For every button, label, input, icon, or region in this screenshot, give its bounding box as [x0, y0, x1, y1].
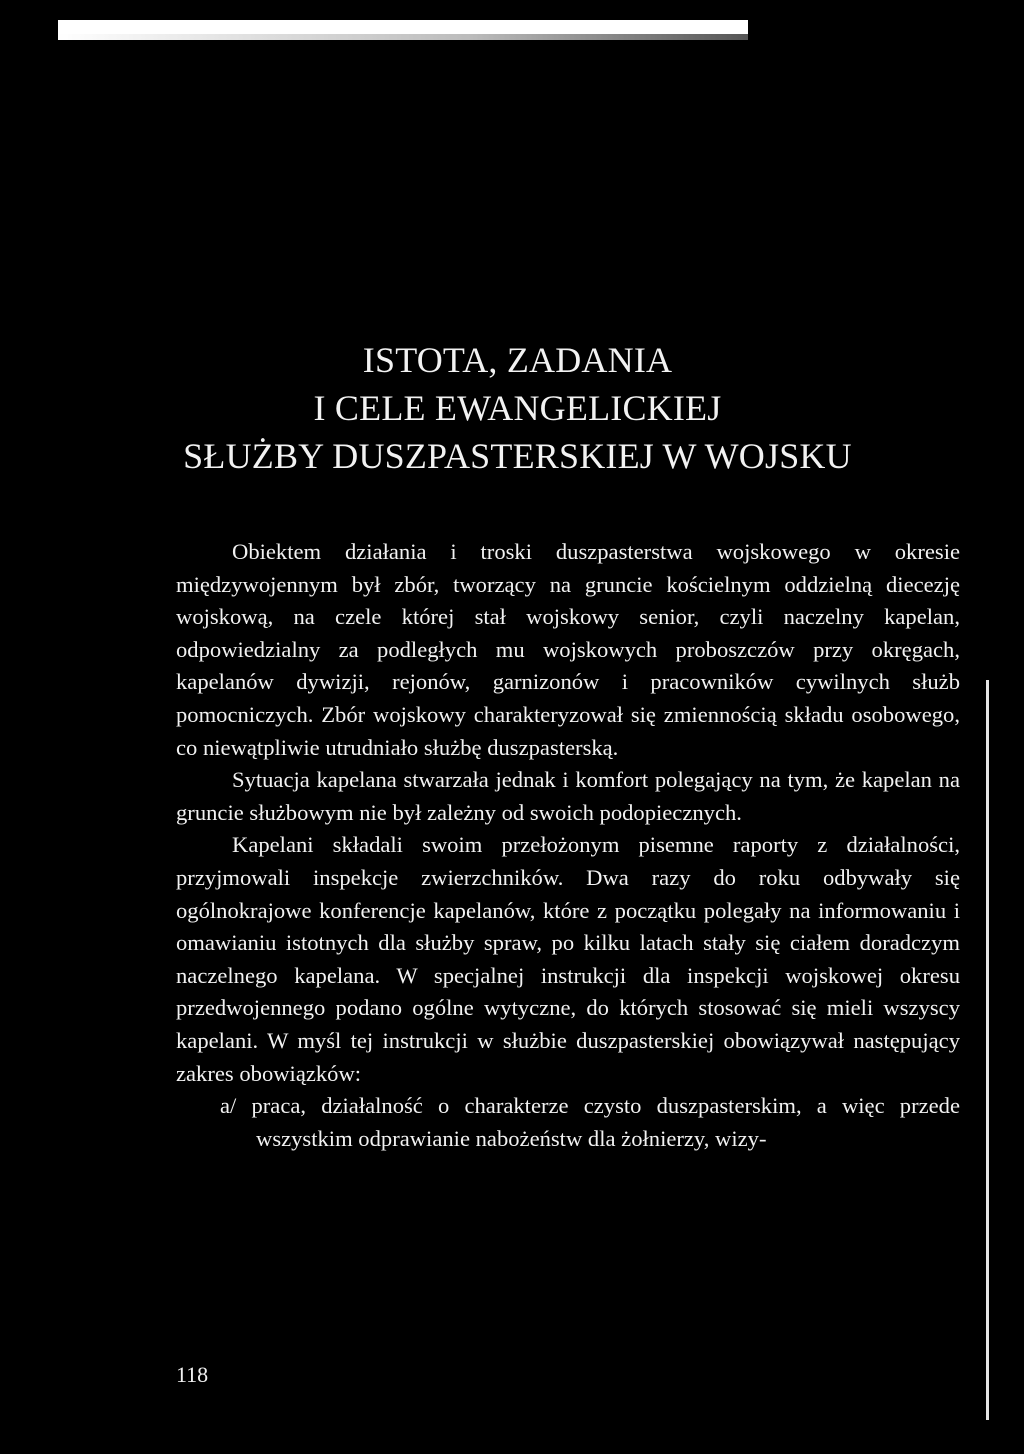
page-number: 118 [176, 1362, 209, 1387]
paragraph-3: Kapelani składali swoim przełożonym pisemne raporty z działalności, przyjmowali inspekcje zwierzchników. Dwa razy do roku odbywały się ogólnokrajowe konferencje kapelanów, które z początku polegały na informowaniu i omawianiu istotnych dla służby spraw, po kilku latach stały się ciałem doradczym naczelnego kapelana. W specjalnej instrukcji dla inspekcji wojskowej okresu przedwojennego podano ogólne wytyczne, do których stosować się mieli wszyscy kapelani. W myśl tej instrukcji w służbie duszpasterskiej obowiązywał następujący zakres obowiązków: [176, 832, 960, 1086]
scan-margin-line [986, 680, 989, 1420]
chapter-title-line-2: I CELE EWANGELICKIEJ [313, 388, 722, 428]
body-text [176, 536, 960, 1155]
chapter-title [120, 336, 915, 480]
scan-edge-artifact [58, 20, 748, 40]
list-item-a: a/ praca, działalność o charakterze czysto duszpasterskim, a więc przede wszystkim odprawianie nabożeństw dla żołnierzy, wizy- [220, 1093, 960, 1151]
chapter-title-line-3: SŁUŻBY DUSZPASTERSKIEJ W WOJSKU [183, 436, 852, 476]
chapter-title-line-1: ISTOTA, ZADANIA [362, 340, 673, 380]
paragraph-2: Sytuacja kapelana stwarzała jednak i komfort polegający na tym, że kapelan na gruncie służbowym nie był zależny od swoich podopiecznych. [176, 767, 960, 825]
paragraph-1: Obiektem działania i troski duszpasterstwa wojskowego w okresie międzywojennym był zbór, tworzący na gruncie kościelnym oddzielną diecezję wojskową, na czele której stał wojskowy senior, czyli naczelny kapelan, odpowiedzialny za podległych mu wojskowych proboszczów przy okręgach, kapelanów dywizji, rejonów, garnizonów i pracowników cywilnych służb pomocniczych. Zbór wojskowy charakteryzował się zmiennością składu osobowego, co niewątpliwie utrudniało służbę duszpasterską. [176, 539, 960, 760]
